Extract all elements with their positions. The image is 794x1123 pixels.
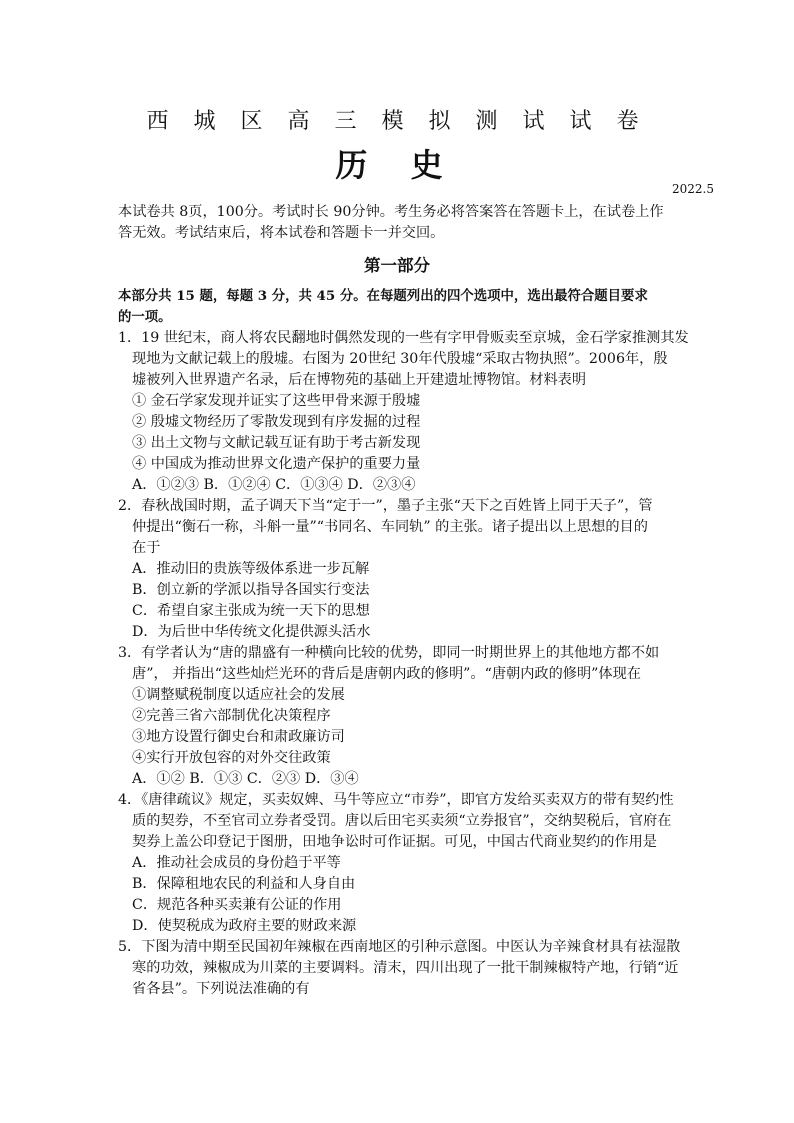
question-1-statement: ④ 中国成为推动世界文化遗产保护的重要力量	[132, 456, 421, 472]
intro-line: 答无效。考试结束后，将本试卷和答题卡一并交回。	[118, 225, 445, 241]
question-5-stem: 5．下图为清中期至民国初年辣椒在西南地区的引种示意图。中医认为辛辣食材具有祛湿散	[118, 939, 681, 955]
question-1-statement: ③ 出土文物与文献记载互证有助于考古新发现	[132, 435, 421, 451]
question-1-choices: A．①②③ B．①②④ C．①③④ D．②③④	[132, 477, 416, 493]
question-3-statement: ①调整赋税制度以适应社会的发展	[132, 687, 345, 703]
question-1-stem: 现地为文献记载上的殷墟。右图为 20世纪 30年代殷墟“采取古物执照”。2006年，殷	[132, 351, 668, 367]
question-1-stem: 1．19 世纪末，商人将农民翻地时偶然发现的一些有字甲骨贩卖至京城，金石学家推测其发	[118, 330, 689, 346]
question-5-stem: 省各县”。下列说法准确的有	[132, 981, 310, 997]
question-3-choices: A．①② B．①③ C．②③ D．③④	[132, 771, 359, 787]
question-2-option-a: A．推动旧的贵族等级体系进一步瓦解	[132, 561, 370, 577]
question-2-stem: 2．春秋战国时期，孟子调天下当“定于一”，墨子主张“天下之百姓皆上同于天子”，管	[118, 498, 653, 514]
exam-date: 2022.5	[672, 182, 714, 196]
question-3-statement: ③地方设置行御史台和肃政廉访司	[132, 729, 345, 745]
question-1-statement: ② 殷墟文物经历了零散发现到有序发掘的过程	[132, 414, 421, 430]
question-4-stem: 契券上盖公印登记于图册，田地争讼时可作证据。可见，中国古代商业契约的作用是	[132, 834, 657, 850]
question-4-option-b: B．保障租地农民的利益和人身自由	[132, 876, 356, 892]
question-4-option-c: C．规范各种买卖兼有公证的作用	[132, 897, 342, 913]
intro-line: 本试卷共 8页，100分。考试时长 90分钟。考生务必将答案答在答题卡上，在试卷上作	[118, 204, 664, 220]
question-3-statement: ④实行开放包容的对外交往政策	[132, 750, 331, 766]
question-3-stem: 3．有学者认为“唐的鼎盛有一种横向比较的优势，即同一时期世界上的其他地方都不如	[118, 645, 660, 661]
question-4-option-a: A．推动社会成员的身份趋于平等	[132, 855, 341, 871]
question-5-stem: 寒的功效，辣椒成为川菜的主要调料。清末，四川出现了一批干制辣椒特产地，行销“近	[132, 960, 679, 976]
subject-title: 历 史	[335, 146, 459, 184]
question-3-statement: ②完善三省六部制优化决策程序	[132, 708, 331, 724]
part-instructions-line: 的一项。	[118, 309, 172, 325]
question-1-statement: ① 金石学家发现并证实了这些甲骨来源于殷墟	[132, 393, 421, 409]
question-2-stem: 仲提出“衡石一称，斗斛一量”“书同名、车同轨” 的主张。诸子提出以上思想的目的	[132, 519, 648, 535]
question-2-option-d: D．为后世中华传统文化提供源头活水	[132, 624, 371, 640]
question-2-option-b: B．创立新的学派以指导各国实行变法	[132, 582, 370, 598]
question-4-stem: 质的契券，不至官司立券者受罚。唐以后田宅买卖须“立券报官”，交纳契税后，官府在	[132, 813, 672, 829]
exam-title: 西 城 区 高 三 模 拟 测 试 试 卷	[146, 109, 648, 134]
part-instructions-line: 本部分共 15 题，每题 3 分，共 45 分。在每题列出的四个选项中，选出最符合题目要求	[118, 288, 648, 304]
part-heading: 第一部分	[364, 256, 430, 275]
question-1-stem: 墟被列入世界遗产名录，后在博物苑的基础上开建遗址博物馆。材料表明	[132, 372, 587, 388]
question-3-stem: 唐”， 并指出“这些灿烂光环的背后是唐朝内政的修明”。“唐朝内政的修明”体现在	[132, 666, 641, 682]
question-4-option-d: D．使契税成为政府主要的财政来源	[132, 918, 357, 934]
question-4-stem: 4．《唐律疏议》规定，买卖奴婢、马牛等应立“市券”，即官方发给买卖双方的带有契约性	[118, 792, 674, 808]
question-2-stem: 在于	[132, 540, 161, 556]
question-2-option-c: C．希望自家主张成为统一天下的思想	[132, 603, 370, 619]
